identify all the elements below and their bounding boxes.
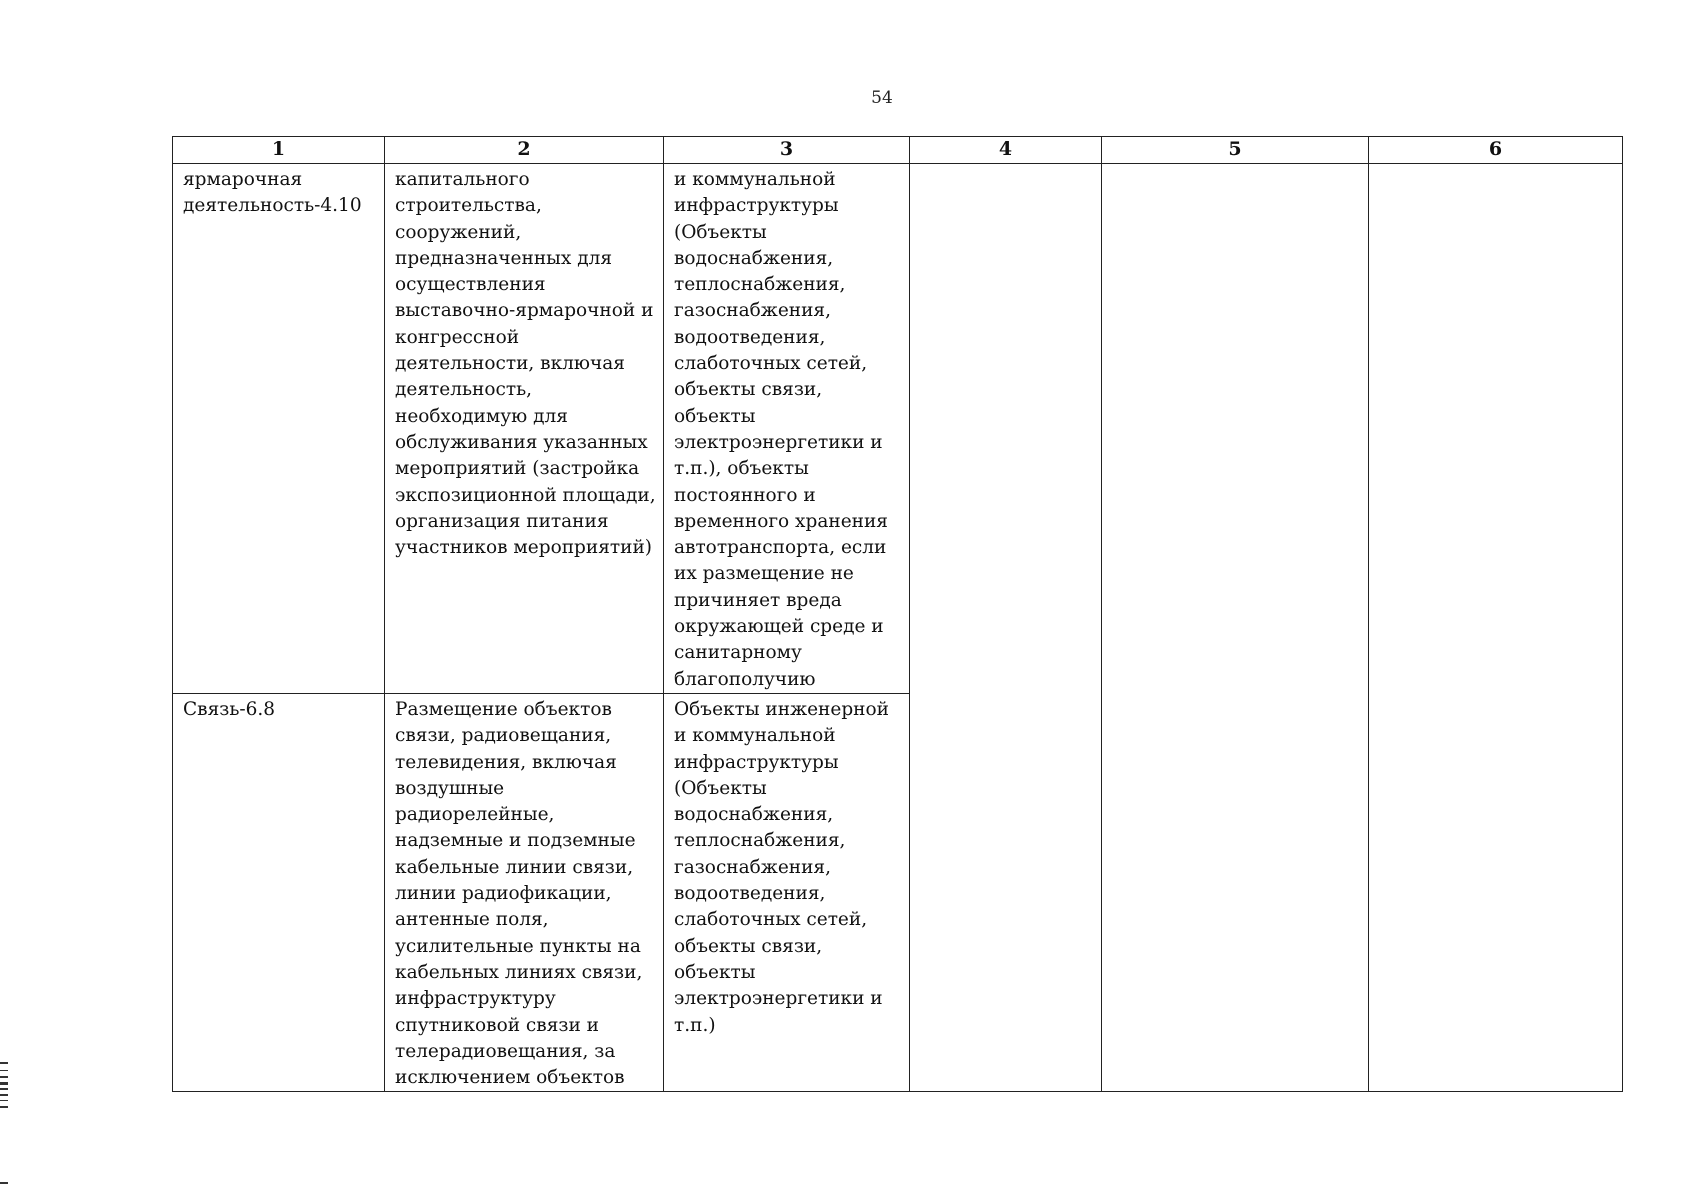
cell-line: телевидения, включая bbox=[395, 751, 617, 773]
cell-line: и коммунальной bbox=[674, 725, 836, 747]
cell-line: инфраструктуры bbox=[674, 195, 839, 217]
cell-line: газоснабжения, bbox=[674, 856, 831, 878]
cell-line: выставочно-ярмарочной и bbox=[395, 300, 654, 322]
cell-line: деятельность-4.10 bbox=[183, 195, 362, 217]
cell-line: телерадиовещания, за bbox=[395, 1040, 616, 1062]
cell-line: теплоснабжения, bbox=[674, 274, 846, 296]
cell-col5 bbox=[1102, 164, 1369, 694]
cell-line: водоотведения, bbox=[674, 326, 826, 348]
cell-line: конгрессной bbox=[395, 326, 520, 348]
cell-use-description bbox=[385, 693, 664, 1091]
cell-line: связи, радиовещания, bbox=[395, 725, 612, 747]
table-header-row bbox=[173, 137, 1623, 164]
cell-line: осуществления bbox=[395, 274, 546, 296]
cell-line: теплоснабжения, bbox=[674, 830, 846, 852]
cell-line: (Объекты bbox=[674, 777, 767, 799]
cell-line: газоснабжения, bbox=[674, 300, 831, 322]
cell-line: мероприятий (застройка bbox=[395, 458, 640, 480]
cell-line: причиняет вреда bbox=[674, 589, 842, 611]
cell-line: кабельных линиях связи, bbox=[395, 961, 643, 983]
cell-line: участников мероприятий) bbox=[395, 537, 653, 559]
cell-line: постоянного и bbox=[674, 484, 816, 506]
cell-line: объекты связи, bbox=[674, 935, 823, 957]
cell-line: Связь-6.8 bbox=[183, 698, 276, 720]
cell-permitted-use bbox=[173, 693, 385, 1091]
cell-line: электроэнергетики и bbox=[674, 431, 883, 453]
cell-line: объекты связи, bbox=[674, 379, 823, 401]
cell-line: их размещение не bbox=[674, 563, 854, 585]
cell-line: обслуживания указанных bbox=[395, 431, 648, 453]
cell-line: слаботочных сетей, bbox=[674, 909, 868, 931]
cell-use-description bbox=[385, 164, 664, 694]
cell-auxiliary-use bbox=[664, 693, 910, 1091]
cell-line: экспозиционной площади, bbox=[395, 484, 656, 506]
cell-line: капитального bbox=[395, 169, 530, 190]
cell-line: линии радиофикации, bbox=[395, 883, 612, 905]
cell-line: предназначенных для bbox=[395, 247, 613, 269]
cell-line: инфраструктуру bbox=[395, 988, 556, 1010]
cell-line: санитарному bbox=[674, 642, 802, 664]
cell-line: т.п.), объекты bbox=[674, 458, 809, 480]
cell-line: т.п.) bbox=[674, 1014, 716, 1036]
table-row bbox=[173, 164, 1623, 694]
cell-line: ярмарочная bbox=[183, 169, 303, 190]
cell-line: воздушные bbox=[395, 777, 505, 799]
column-header-3: 3 bbox=[664, 137, 910, 164]
cell-line: инфраструктуры bbox=[674, 751, 839, 773]
cell-line: организация питания bbox=[395, 510, 609, 532]
scan-margin-mark bbox=[0, 1094, 8, 1096]
cell-col6 bbox=[1369, 693, 1623, 1091]
column-header-4: 4 bbox=[910, 137, 1102, 164]
cell-line: водоотведения, bbox=[674, 883, 826, 905]
scan-margin-mark bbox=[0, 1106, 8, 1108]
cell-line: объекты bbox=[674, 961, 756, 983]
column-header-5: 5 bbox=[1102, 137, 1369, 164]
cell-auxiliary-use bbox=[664, 164, 910, 694]
cell-line: благополучию bbox=[674, 668, 816, 690]
cell-line: (Объекты bbox=[674, 221, 767, 243]
cell-col4 bbox=[910, 693, 1102, 1091]
cell-line: антенные поля, bbox=[395, 909, 549, 931]
column-header-6: 6 bbox=[1369, 137, 1623, 164]
cell-line: водоснабжения, bbox=[674, 804, 834, 826]
cell-line: деятельность, bbox=[395, 379, 533, 401]
cell-line: окружающей среде и bbox=[674, 616, 884, 638]
cell-line: слаботочных сетей, bbox=[674, 353, 868, 375]
cell-line: сооружений, bbox=[395, 221, 522, 243]
cell-line: Размещение объектов bbox=[395, 698, 612, 720]
cell-line: спутниковой связи и bbox=[395, 1014, 600, 1036]
cell-line: усилительные пункты на bbox=[395, 935, 641, 957]
cell-line: деятельности, включая bbox=[395, 353, 625, 375]
cell-line: строительства, bbox=[395, 195, 542, 217]
cell-line: автотранспорта, если bbox=[674, 537, 887, 559]
cell-line: электроэнергетики и bbox=[674, 988, 883, 1010]
cell-permitted-use bbox=[173, 164, 385, 694]
cell-line: объекты bbox=[674, 405, 756, 427]
scan-margin-mark bbox=[0, 1062, 8, 1064]
cell-line: кабельные линии связи, bbox=[395, 856, 634, 878]
page-number: 54 bbox=[871, 88, 893, 108]
cell-line: водоснабжения, bbox=[674, 247, 834, 269]
cell-line: радиорелейные, bbox=[395, 804, 555, 826]
cell-col4 bbox=[910, 164, 1102, 694]
column-header-1: 1 bbox=[173, 137, 385, 164]
cell-line: Объекты инженерной bbox=[674, 698, 889, 720]
scan-margin-mark bbox=[0, 1182, 8, 1184]
scan-margin-mark bbox=[0, 1070, 8, 1071]
cell-col6 bbox=[1369, 164, 1623, 694]
scan-margin-mark bbox=[0, 1100, 8, 1101]
scan-margin-mark bbox=[0, 1082, 8, 1085]
table-row bbox=[173, 693, 1623, 1091]
cell-col5 bbox=[1102, 693, 1369, 1091]
cell-line: необходимую для bbox=[395, 405, 568, 427]
scan-margin-mark bbox=[0, 1076, 8, 1078]
zoning-table bbox=[172, 136, 1623, 1092]
cell-line: исключением объектов bbox=[395, 1067, 625, 1089]
column-header-2: 2 bbox=[385, 137, 664, 164]
scan-margin-mark bbox=[0, 1088, 8, 1090]
cell-line: надземные и подземные bbox=[395, 830, 636, 852]
cell-line: временного хранения bbox=[674, 510, 888, 532]
cell-line: и коммунальной bbox=[674, 169, 836, 190]
